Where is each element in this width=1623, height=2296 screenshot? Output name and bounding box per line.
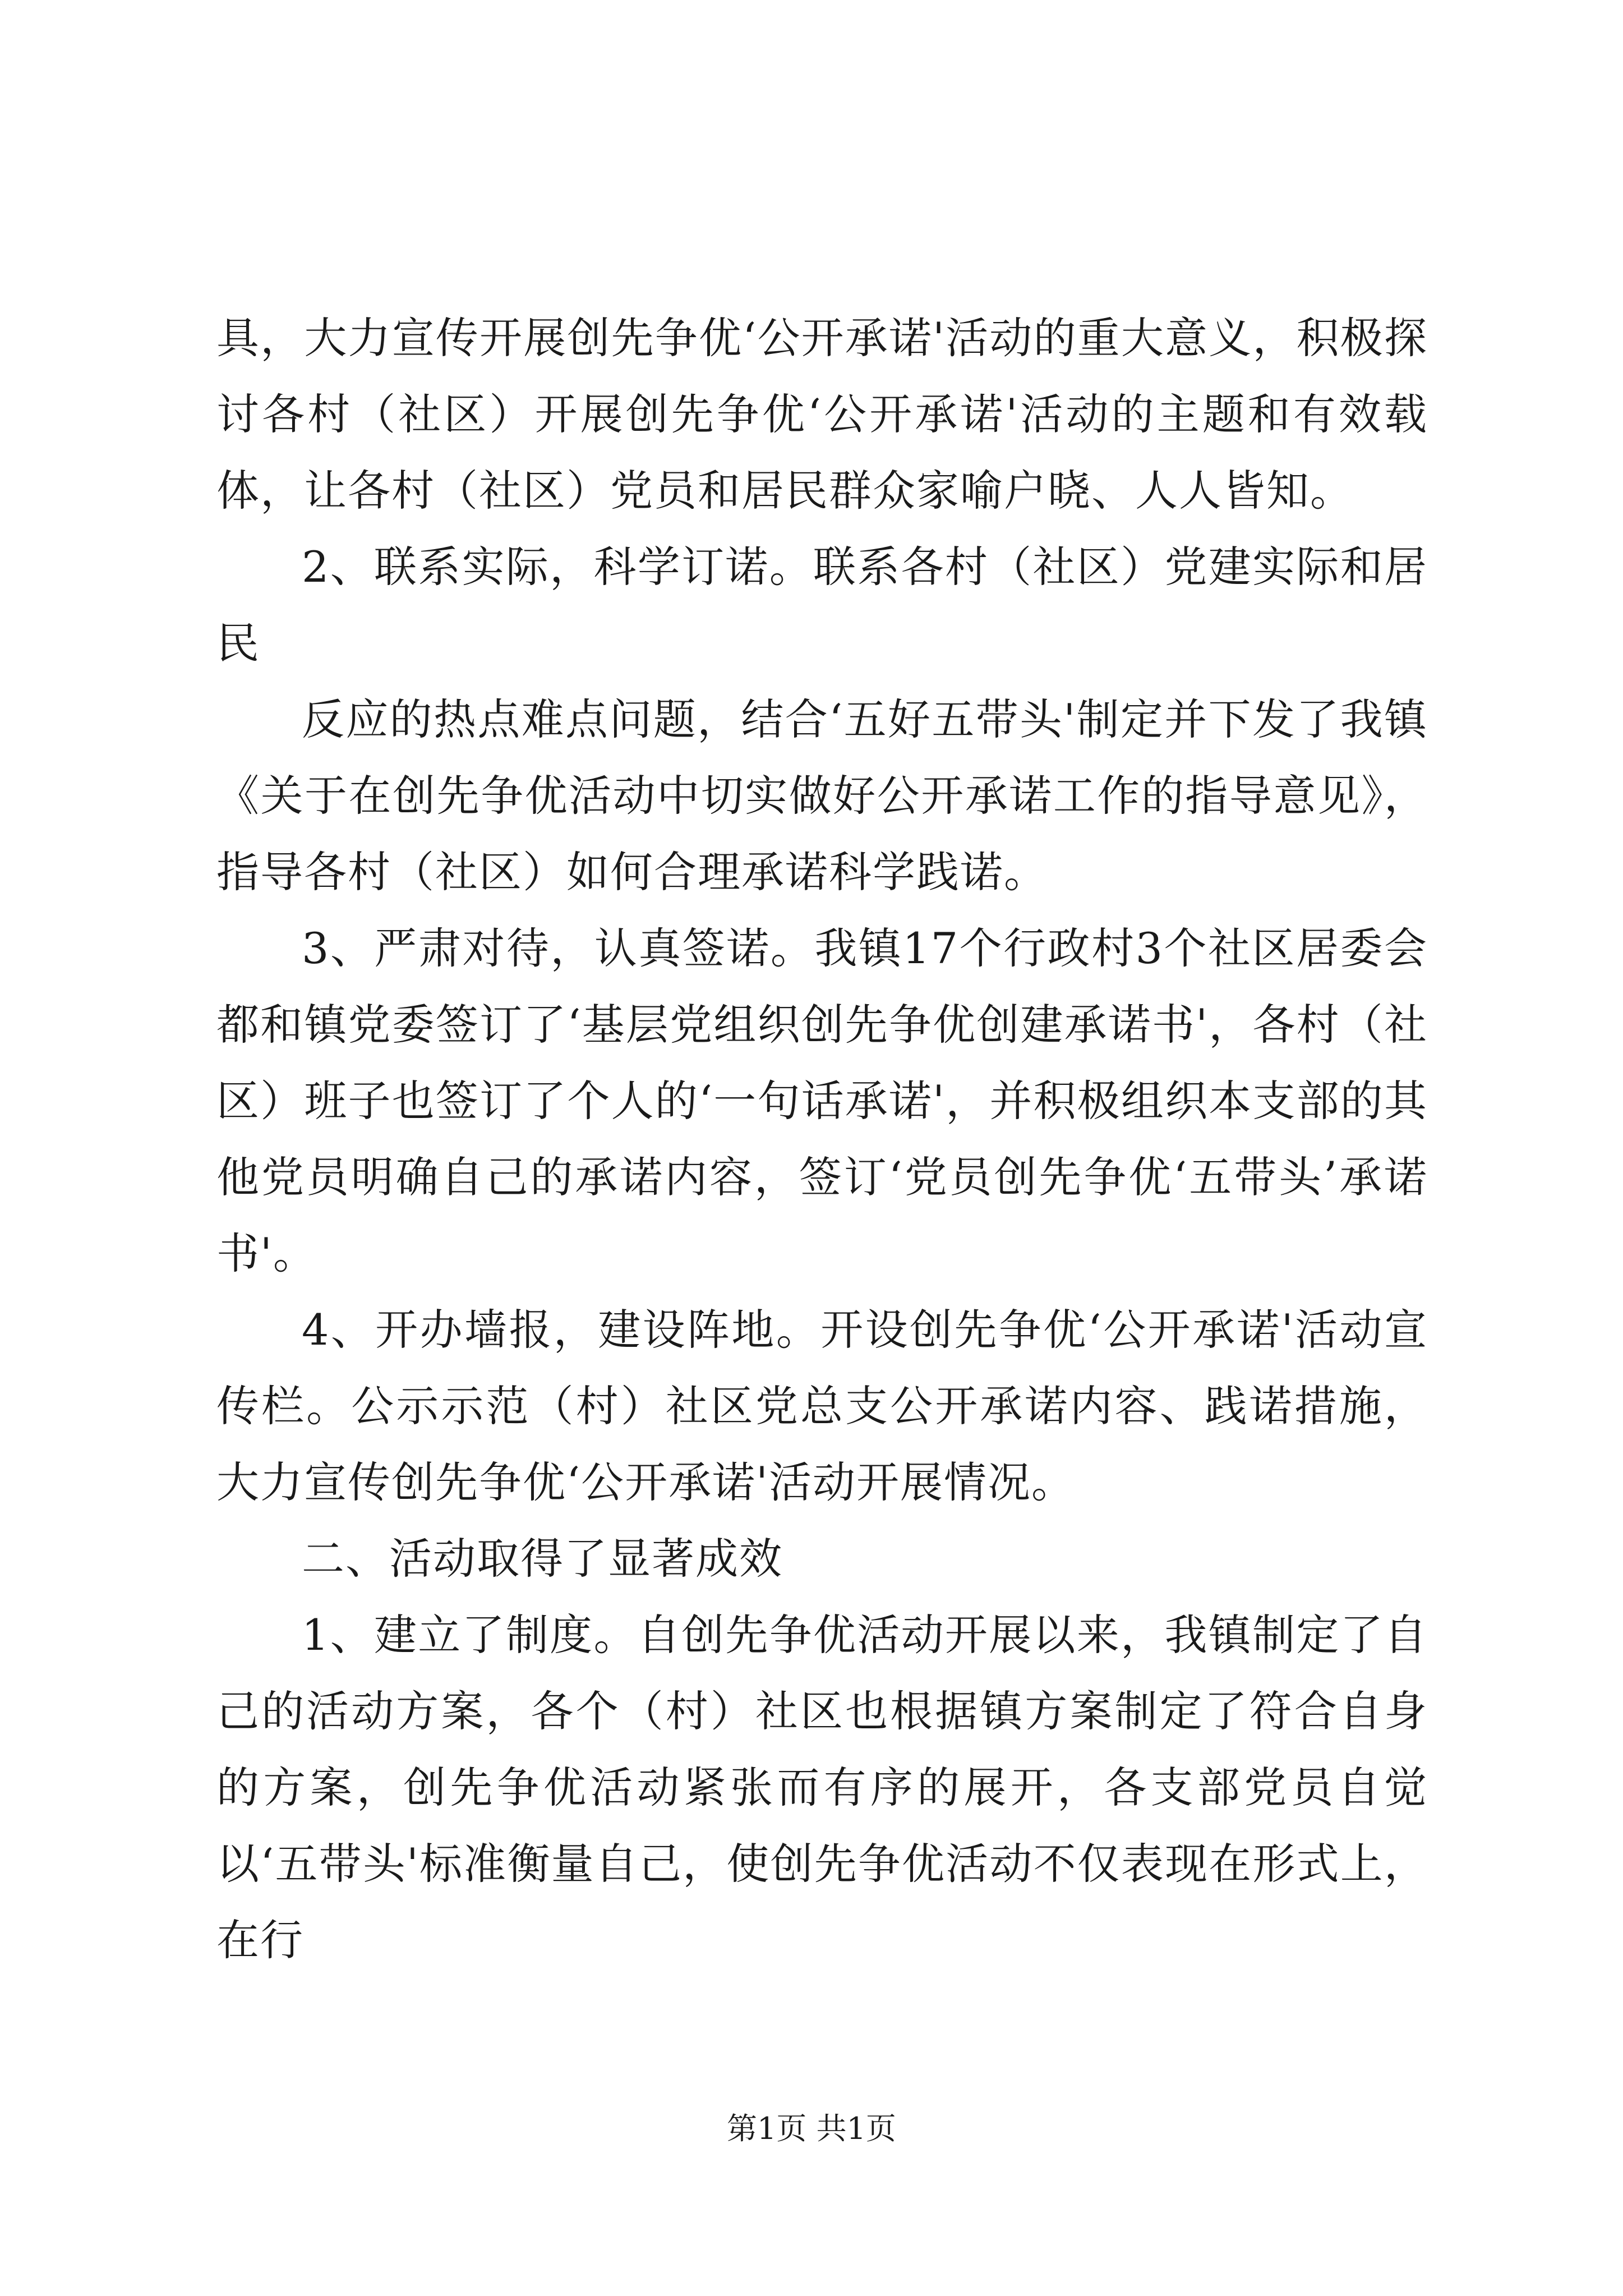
paragraph-2: 2、联系实际，科学订诺。联系各村（社区）党建实际和居民 [216,542,1428,668]
paragraph-3: 反应的热点难点问题，结合‘五好五带头'制定并下发了我镇《关于在创先争优活动中切实做好公开承诺工作的指导意见》，指导各村（社区）如何合理承诺科学践诺。 [216,694,1428,897]
paragraph-1: 具，大力宣传开展创先争优‘公开承诺'活动的重大意义，积极探讨各村（社区）开展创先争优‘公开承诺'活动的主题和有效载体，让各村（社区）党员和居民群众家喻户晓、人人皆知。 [216,313,1428,516]
section-heading: 二、活动取得了显著成效 [302,1534,783,1584]
paragraph-5: 4、开办墙报，建设阵地。开设创先争优‘公开承诺'活动宣传栏。公示示范（村）社区党总支公开承诺内容、践诺措施，大力宣传创先争优‘公开承诺'活动开展情况。 [216,1305,1428,1507]
document-body [216,300,1428,1978]
paragraph-6: 1、建立了制度。自创先争优活动开展以来，我镇制定了自己的活动方案，各个（村）社区也根据镇方案制定了符合自身的方案，创先争优活动紧张而有序的展开，各支部党员自觉以‘五带头'标准衡量自己，使创先争优活动不仅表现在形式上，在行 [216,1610,1428,1965]
paragraph-4: 3、严肃对待，认真签诺。我镇17个行政村3个社区居委会都和镇党委签订了‘基层党组织创先争优创建承诺书'，各村（社区）班子也签订了个人的‘一句话承诺'，并积极组织本支部的其他党员明确自己的承诺内容，签订‘党员创先争优‘五带头’承诺书'。 [216,923,1428,1278]
page-footer: 第1页 共1页 [727,2111,896,2146]
